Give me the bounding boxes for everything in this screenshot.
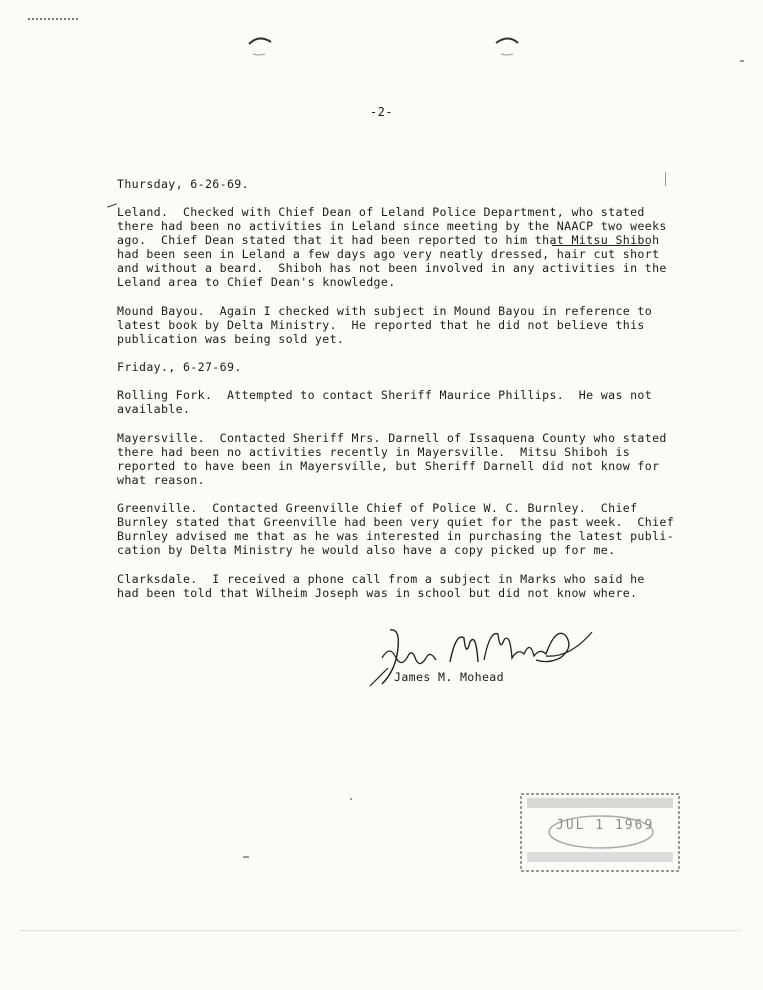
- clarksdale-line-1: Clarksdale. I received a phone call from a subject in Marks who said he: [117, 572, 645, 586]
- mayersville-line-3: reported to have been in Mayersville, but Sheriff Darnell did not know for: [117, 459, 660, 473]
- mayersville-line-4: what reason.: [117, 473, 205, 487]
- leland-line-6: Leland area to Chief Dean's knowledge.: [117, 275, 396, 289]
- mayersville-line-2: there had been no activities recently in Mayersville. Mitsu Shiboh is: [117, 445, 631, 459]
- punch-hole-mark-right: [492, 32, 522, 62]
- greenville-line-1: Greenville. Contacted Greenville Chief of Police W. C. Burnley. Chief: [117, 501, 638, 515]
- greenville-line-3: Burnley advised me that as he was interested in purchasing the latest publi-: [117, 529, 675, 543]
- date-heading-friday: Friday., 6-27-69.: [117, 360, 242, 374]
- mound-bayou-line-2: latest book by Delta Ministry. He reported that he did not believe this: [117, 318, 645, 332]
- greenville-line-4: cation by Delta Ministry he would also have a copy picked up for me.: [117, 543, 616, 557]
- leland-line-5: and without a beard. Shiboh has not been involved in any activities in the: [117, 261, 667, 275]
- leland-line-3: ago. Chief Dean stated that it had been reported to him that Mitsu Shiboh: [117, 233, 660, 247]
- leland-line-4: had been seen in Leland a few days ago very neatly dressed, hair cut short: [117, 247, 660, 261]
- rolling-fork-line-1: Rolling Fork. Attempted to contact Sheriff Maurice Phillips. He was not: [117, 388, 653, 402]
- scan-speck: [350, 798, 352, 800]
- page-number: -2-: [369, 105, 394, 119]
- punch-hole-mark-left: [245, 32, 275, 62]
- leland-line-2: there had been no activities in Leland since meeting by the NAACP two weeks: [117, 219, 667, 233]
- scan-speck: [740, 60, 744, 62]
- stamp-date: JUL 1 1969: [556, 818, 655, 833]
- clarksdale-line-2: had been told that Wilheim Joseph was in school but did not know where.: [117, 586, 638, 600]
- mound-bayou-line-3: publication was being sold yet.: [117, 332, 345, 346]
- leland-line-1: Leland. Checked with Chief Dean of Leland Police Department, who stated: [117, 205, 645, 219]
- mayersville-line-1: Mayersville. Contacted Sheriff Mrs. Darnell of Issaquena County who stated: [117, 431, 667, 445]
- mound-bayou-line-1: Mound Bayou. Again I checked with subject in Mound Bayou in reference to: [117, 304, 653, 318]
- scan-speck: [243, 856, 249, 858]
- greenville-line-2: Burnley stated that Greenville had been very quiet for the past week. Chief: [117, 515, 675, 529]
- signer-name: James M. Mohead: [394, 670, 504, 684]
- date-heading-thursday: Thursday, 6-26-69.: [117, 177, 249, 191]
- underline-mitsu-shiboh: [552, 245, 650, 246]
- rolling-fork-line-2: available.: [117, 402, 191, 416]
- corner-marks: [28, 18, 78, 34]
- margin-tick: [107, 203, 117, 207]
- scan-speck: [665, 172, 666, 186]
- bottom-noise: [20, 930, 740, 931]
